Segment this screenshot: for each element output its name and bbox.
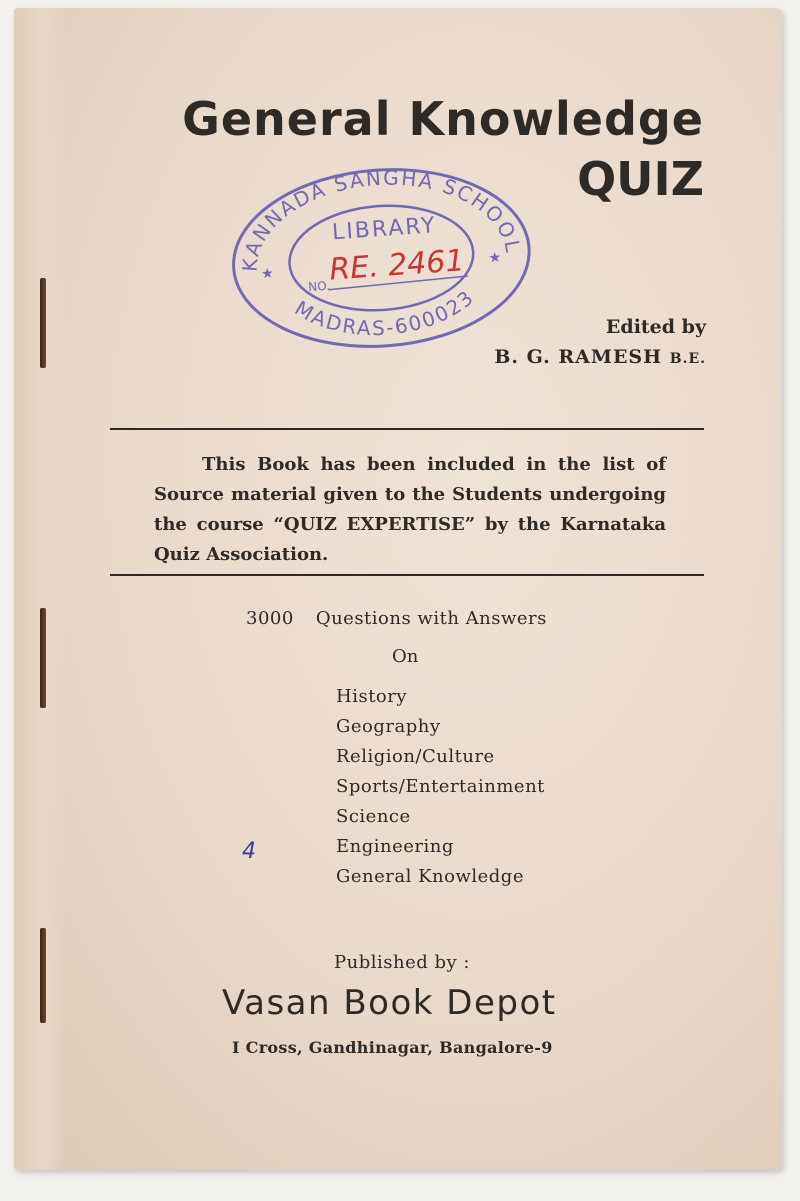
editor-name: B. G. RAMESH <box>494 346 663 368</box>
staple <box>40 928 46 1023</box>
publisher-address: I Cross, Gandhinagar, Bangalore-9 <box>232 1038 553 1057</box>
questions-label: Questions with Answers <box>315 608 547 629</box>
editor-degree: B.E. <box>669 351 706 367</box>
library-stamp <box>220 147 542 358</box>
staple <box>40 278 46 368</box>
stamp-bottom-text: MADRAS-600023 <box>290 284 480 341</box>
question-count: 3000 <box>246 608 294 629</box>
topic-item: General Knowledge <box>336 866 524 887</box>
pen-mark-icon <box>240 836 262 864</box>
on-label: On <box>392 646 419 667</box>
book-title: General Knowledge <box>182 92 704 146</box>
topic-item: History <box>336 686 408 707</box>
topic-item: Sports/Entertainment <box>336 776 545 797</box>
topic-item: Engineering <box>336 836 454 857</box>
stamp-star-icon: ★ <box>260 265 275 283</box>
book-subtitle: QUIZ <box>577 152 704 206</box>
book-cover <box>14 8 782 1170</box>
stamp-handwritten-number: RE. 2461 <box>328 243 466 288</box>
publisher-name: Vasan Book Depot <box>222 983 557 1023</box>
stamp-no-label: NO. <box>307 278 331 295</box>
margin-mark: 4 <box>242 839 256 864</box>
staple <box>40 608 46 708</box>
stamp-center-text: LIBRARY <box>331 213 438 246</box>
topic-item: Religion/Culture <box>336 746 495 767</box>
divider-bottom <box>110 574 704 576</box>
published-by-label: Published by : <box>334 952 470 973</box>
divider-top <box>110 428 704 430</box>
source-material-notice: This Book has been included in the list of Source material given to the Students undergoing the course “QUIZ EXPERTISE” by the Karnataka Quiz Association. <box>154 454 666 565</box>
topic-item: Science <box>336 806 411 827</box>
topic-item: Geography <box>336 716 441 737</box>
questions-line <box>246 608 547 629</box>
stamp-top-text: KANNADA SANGHA SCHOOL <box>237 165 526 273</box>
edited-by-label: Edited by <box>605 316 706 338</box>
library-stamp-graphic <box>220 147 542 358</box>
topic-list <box>336 682 545 892</box>
stamp-star-icon: ★ <box>488 249 502 267</box>
editor-credit <box>494 346 706 368</box>
